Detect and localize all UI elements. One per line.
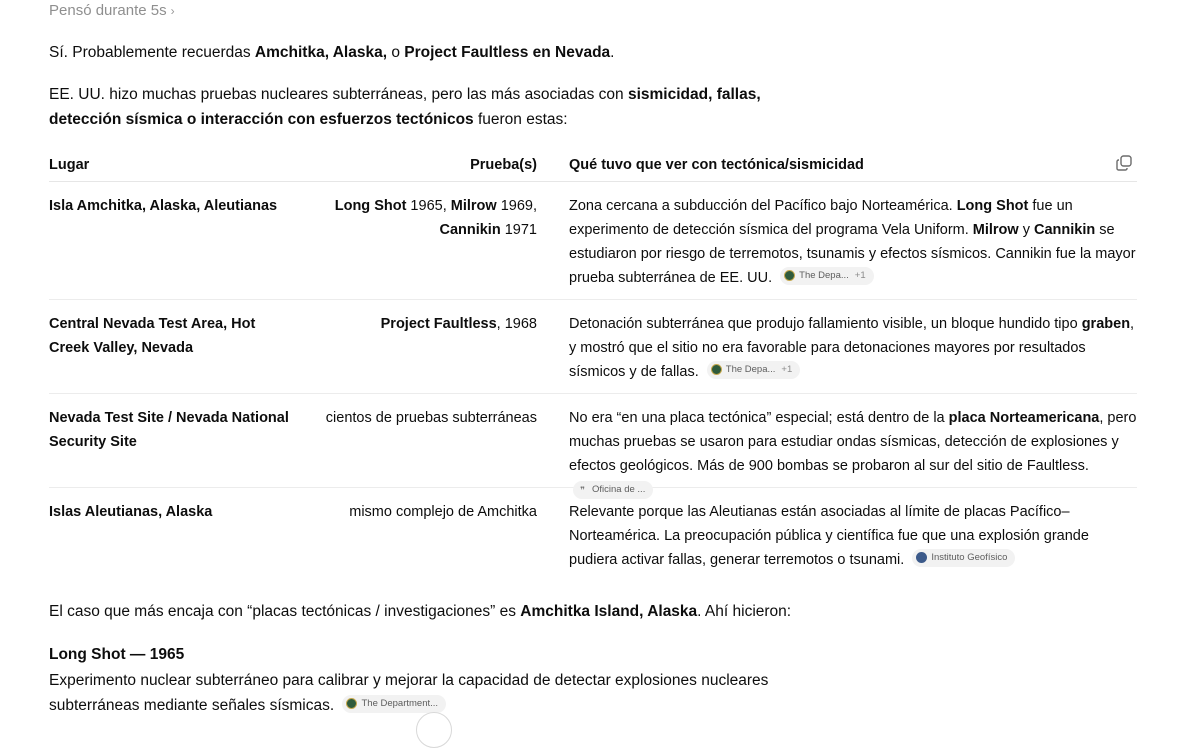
header-lugar: Lugar: [49, 157, 90, 173]
bold-span: Long Shot: [956, 198, 1029, 214]
cell-que: [569, 312, 1137, 384]
text-span: y: [1018, 222, 1035, 238]
table-row: [49, 182, 1137, 300]
table-row: [49, 488, 1137, 581]
longshot-paragraph: [49, 668, 809, 718]
chip-label: Oficina de ...: [592, 484, 646, 495]
text-span: .: [610, 44, 615, 61]
table-header: [49, 151, 1137, 182]
text-span: Detonación subterránea que produjo fallamiento visible, un bloque hundido tipo: [569, 316, 1082, 332]
document-icon: ❞: [580, 485, 585, 495]
cell-prueba: cientos de pruebas subterráneas: [325, 410, 537, 426]
text-span: 1965,: [406, 198, 451, 214]
text-span: 1969,: [496, 198, 537, 214]
text-span: EE. UU. hizo muchas pruebas nucleares subterráneas, pero las más asociadas con: [49, 86, 628, 103]
copy-icon[interactable]: [1115, 154, 1133, 172]
intro-paragraph-1: [49, 40, 809, 65]
cell-que: [569, 500, 1137, 572]
text-span: Sí. Probablemente recuerdas: [49, 44, 255, 61]
source-chip[interactable]: [707, 361, 800, 379]
cell-lugar: Islas Aleutianas, Alaska: [49, 504, 213, 520]
chip-count: +1: [854, 269, 866, 281]
bold-span: placa Norteamericana: [948, 410, 1100, 426]
doe-seal-icon: [346, 698, 357, 709]
cell-lugar: Central Nevada Test Area, Hot Creek Valley, Nevada: [49, 316, 256, 356]
outro-paragraph: [49, 599, 949, 624]
text-span: 1971: [500, 222, 537, 238]
thought-label: Pensó durante 5s: [49, 2, 167, 19]
bold-span: Amchitka, Alaska,: [254, 44, 388, 61]
cell-prueba: mismo complejo de Amchitka: [349, 504, 537, 520]
header-que: Qué tuvo que ver con tectónica/sismicidad: [569, 157, 864, 173]
chip-label: The Depa...: [725, 363, 776, 375]
institute-logo-icon: [916, 552, 927, 563]
source-chip[interactable]: [342, 695, 446, 713]
thought-toggle[interactable]: [49, 2, 175, 19]
chip-count: +1: [781, 363, 793, 375]
bold-span: Project Faultless: [380, 316, 497, 332]
chip-label: The Department...: [361, 697, 439, 709]
bold-span: Project Faultless en Nevada: [404, 44, 611, 61]
text-span: Relevante porque las Aleutianas están asociadas al límite de placas Pacífico–Norteamérica. La preocupación pública y científica fue que una explosión grande pudiera activar fallas, generar terremotos o tsunami.: [569, 504, 1089, 568]
cell-que: [569, 194, 1137, 290]
cell-lugar: Isla Amchitka, Alaska, Aleutianas: [49, 198, 278, 214]
scroll-down-button[interactable]: [416, 712, 452, 748]
text-span: fue un experimento de detección sísmica del programa Vela Uniform.: [569, 198, 1073, 238]
bold-span: Amchitka Island, Alaska: [520, 603, 698, 620]
chevron-right-icon: ›: [170, 3, 175, 18]
text-span: Zona cercana a subducción del Pacífico bajo Norteamérica.: [569, 198, 957, 214]
doe-seal-icon: [784, 270, 795, 281]
header-prueba: Prueba(s): [470, 157, 537, 173]
doe-seal-icon: [711, 364, 722, 375]
bold-span: Cannikin: [1034, 222, 1096, 238]
cell-prueba: [317, 312, 537, 336]
text-span: Experimento nuclear subterráneo para calibrar y mejorar la capacidad de detectar explosiones nucleares subterráneas mediante señales sísmicas.: [49, 672, 769, 714]
cell-lugar: Nevada Test Site / Nevada National Security Site: [49, 410, 289, 450]
table-row: [49, 300, 1137, 394]
bold-span: Milrow: [450, 198, 497, 214]
text-span: o: [387, 44, 405, 61]
bold-span: sismicidad, fallas, detección sísmica o interacción con esfuerzos tectónicos: [49, 86, 761, 128]
bold-span: graben: [1081, 316, 1131, 332]
chip-label: The Depa...: [799, 269, 849, 281]
chip-label: Instituto Geofísico: [931, 551, 1008, 563]
source-chip[interactable]: [912, 549, 1015, 567]
text-span: . Ahí hicieron:: [697, 603, 792, 620]
table-row: [49, 394, 1137, 495]
cell-prueba: [317, 194, 537, 242]
text-span: se estudiaron por riesgo de terremotos, tsunamis y efectos sísmicos. Cannikin fue la mayor prueba subterránea de EE. UU.: [569, 222, 1136, 286]
source-chip[interactable]: [780, 267, 873, 285]
text-span: No era “en una placa tectónica” especial; está dentro de la: [569, 410, 949, 426]
bold-span: Milrow: [972, 222, 1019, 238]
text-span: , y mostró que el sitio no era favorable para detonaciones mayores por resultados sísmicos y de fallas.: [569, 316, 1135, 380]
section-heading: Long Shot — 1965: [49, 646, 185, 663]
text-span: , pero muchas pruebas se usaron para estudiar ondas sísmicas, detección de explosiones y efectos geológicos. Más de 900 bombas se probaron al sur del sitio de Faultless.: [569, 410, 1137, 474]
intro-paragraph-2: [49, 82, 809, 132]
text-span: , 1968: [496, 316, 537, 332]
text-span: fueron estas:: [473, 111, 568, 128]
bold-span: Long Shot: [334, 198, 407, 214]
text-span: El caso que más encaja con “placas tectónicas / investigaciones” es: [49, 603, 521, 620]
bold-span: Cannikin: [439, 222, 501, 238]
tests-table: [49, 151, 1137, 581]
